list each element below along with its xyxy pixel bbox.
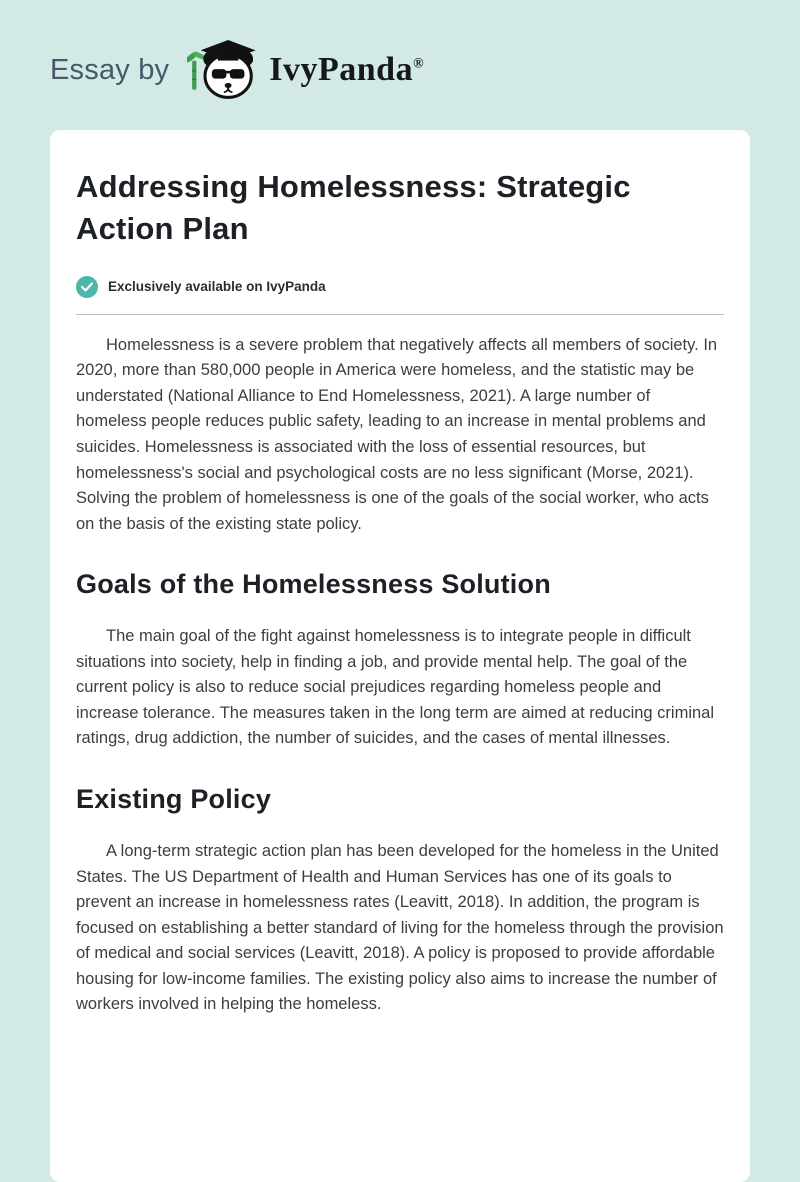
intro-paragraph: Homelessness is a severe problem that negatively affects all members of society. In 2020, more than 580,000 people in America were homeless, and the statistic may be understated (National Alliance to End Homelessness, 2021). A large number of homeless people reduces public safety, leading to an increase in mental problems and suicides. Homelessness is associated with the loss of essential resources, but homelessness's social and psychological costs are no less significant (Morse, 2021). Solving the problem of homelessness is one of the goals of the social worker, who acts on the basis of the existing state policy. xyxy=(76,335,718,533)
bamboo-stalk xyxy=(192,61,196,90)
brand-name xyxy=(269,51,424,89)
policy-heading: Existing Policy xyxy=(76,784,272,814)
ivypanda-logo[interactable] xyxy=(187,38,424,102)
article-card xyxy=(50,130,750,1182)
brand-text: IvyPanda xyxy=(269,51,414,88)
policy-paragraph: A long-term strategic action plan has been developed for the homeless in the United States. The US Department of Health and Human Services has one of its goals to prevent an increase in homelessness rates (Leavitt, 2018). In addition, the program is focused on establishing a better standard of living for the homeless through the provision of medical and social services (Leavitt, 2018). A policy is proposed to provide affordable housing for low-income families. The existing policy also aims to increase the number of workers involved in helping the homeless. xyxy=(76,842,724,1014)
badge-text: Exclusively available on IvyPanda xyxy=(108,279,326,295)
header xyxy=(0,0,800,130)
goals-heading: Goals of the Homelessness Solution xyxy=(76,569,551,600)
availability-badge xyxy=(76,276,724,298)
registered-mark: ® xyxy=(413,56,425,72)
goals-paragraph: The main goal of the fight against homelessness is to integrate people in difficult situations into society, help in finding a job, and provide mental help. The goal of the current policy is also to reduce social prejudices regarding homeless people and increase tolerance. The measures taken in the long term are aimed at reducing criminal ratings, drug addiction, the number of suicides, and the cases of mental illnesses. xyxy=(76,627,715,748)
divider xyxy=(76,314,724,315)
check-icon xyxy=(76,276,98,298)
article-title: Addressing Homelessness: Strategic Action Plan xyxy=(76,169,631,246)
panda-logo-icon xyxy=(187,38,259,102)
essay-by-label: Essay by xyxy=(50,53,170,86)
